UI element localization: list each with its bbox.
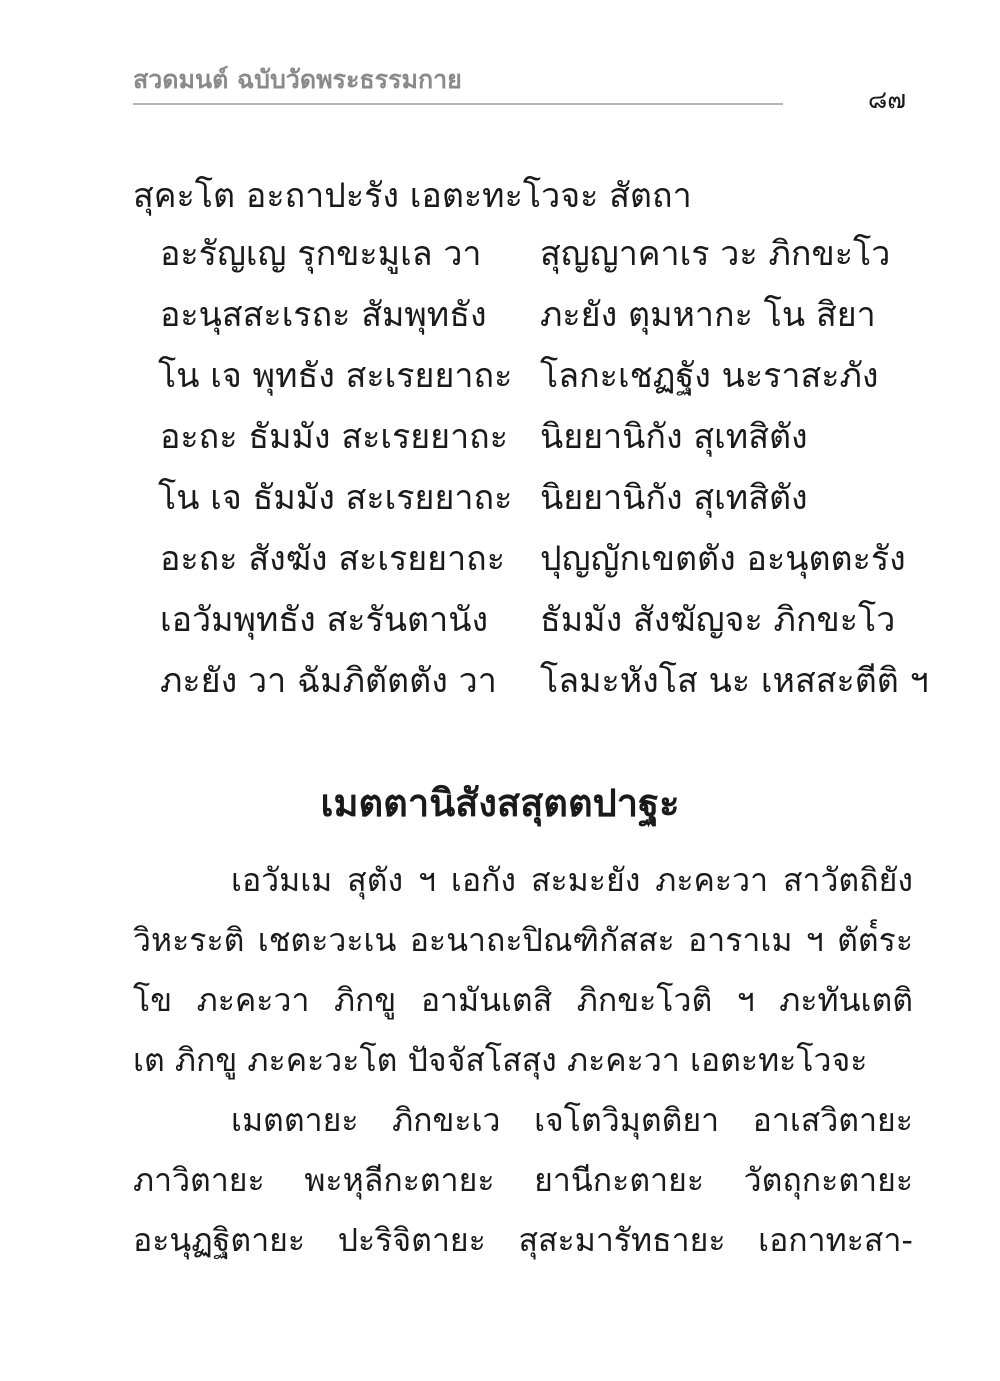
word: ภิกขะโวติ bbox=[576, 981, 713, 1019]
word: อะนุฏฐิตายะ bbox=[133, 1221, 306, 1259]
word: วัตถุกะตายะ bbox=[743, 1161, 913, 1199]
word: อะนาถะปิณฑิกัสสะ bbox=[409, 921, 675, 959]
word: ฯ bbox=[805, 921, 824, 959]
verse-right-half: นิยยานิกัง สุเทสิตัง bbox=[540, 417, 808, 457]
paragraph-line bbox=[133, 1215, 913, 1275]
word: เจโตวิมุตติยา bbox=[534, 1101, 720, 1139]
word: วิหะระติ bbox=[133, 921, 245, 959]
word: เอวัมเม bbox=[231, 861, 333, 899]
word: อามันเตสิ bbox=[420, 981, 553, 1019]
running-header-title: สวดมนต์ ฉบับวัดพระธรรมกาย bbox=[133, 65, 462, 94]
word: พะหุลีกะตายะ bbox=[304, 1161, 495, 1199]
paragraph-line bbox=[133, 855, 913, 915]
paragraph-line bbox=[133, 915, 913, 975]
verse-right-half: ปุญญักเขตตัง อะนุตตะรัง bbox=[540, 539, 906, 579]
verse-row bbox=[160, 287, 920, 348]
verse-row bbox=[160, 348, 920, 409]
verse-left-half: เอวัมพุทธัง สะรันตานัง bbox=[160, 600, 489, 640]
word: ฯ bbox=[736, 981, 755, 1019]
section-title: เมตตานิสังสสุตตปาฐะ bbox=[320, 781, 680, 825]
body-text bbox=[133, 855, 913, 1275]
word: เอกัง bbox=[450, 861, 517, 899]
verse-row bbox=[160, 226, 920, 287]
paragraph-line bbox=[133, 975, 913, 1035]
word: ภะคะวา bbox=[655, 861, 769, 899]
word: ภิกขู bbox=[333, 981, 397, 1019]
word: สุตัง bbox=[347, 861, 404, 899]
verse-block bbox=[158, 226, 929, 714]
word: สะมะยัง bbox=[530, 861, 641, 899]
word: ปะริจิตายะ bbox=[337, 1221, 486, 1259]
verse-left-half: อะถะ ธัมมัง สะเรยยาถะ bbox=[160, 417, 509, 457]
paragraph-line bbox=[133, 1095, 913, 1155]
word: ภะคะวา bbox=[196, 981, 310, 1019]
verse-row bbox=[160, 470, 920, 531]
word: โข bbox=[133, 981, 173, 1019]
verse-right-half: สุญญาคาเร วะ ภิกขะโว bbox=[540, 234, 891, 274]
verse-left-half: อะนุสสะเรถะ สัมพุทธัง bbox=[160, 295, 487, 335]
verse-left-half: โน เจ ธัมมัง สะเรยยาถะ bbox=[158, 478, 513, 518]
verse-right-half: โลกะเชฏฐัง นะราสะภัง bbox=[540, 356, 879, 396]
verse-row bbox=[160, 592, 920, 653]
word: ฯ bbox=[418, 861, 436, 899]
verse-right-half: ธัมมัง สังฆัญจะ ภิกขะโว bbox=[540, 600, 896, 640]
word: เต ภิกขู ภะคะวะโต ปัจจัสโสสุง ภะคะวา เอตะทะโวจะ bbox=[133, 1041, 868, 1079]
verse-left-half: โน เจ พุทธัง สะเรยยาถะ bbox=[158, 356, 513, 396]
word: อาราเม bbox=[688, 921, 793, 959]
word: ตัต๎ระ bbox=[837, 921, 913, 959]
verse-row bbox=[160, 653, 929, 714]
word: สุสะมารัทธายะ bbox=[518, 1221, 726, 1259]
verse-left-half: อะถะ สังฆัง สะเรยยาถะ bbox=[160, 539, 506, 579]
verse-row bbox=[160, 409, 920, 470]
header-divider bbox=[133, 103, 783, 105]
verse-left-half: อะรัญเญ รุกขะมูเล วา bbox=[160, 234, 482, 274]
word: ภะทันเตติ bbox=[779, 981, 913, 1019]
page-number: ๘๗ bbox=[868, 85, 907, 114]
word: ยานีกะตายะ bbox=[534, 1161, 705, 1199]
paragraph-line bbox=[133, 1155, 913, 1215]
word: เมตตายะ bbox=[231, 1101, 359, 1139]
verse-left-half: ภะยัง วา ฉัมภิตัตตัง วา bbox=[160, 661, 497, 701]
verse-right-half: นิยยานิกัง สุเทสิตัง bbox=[540, 478, 808, 518]
intro-verse-line: สุคะโต อะถาปะรัง เอตะทะโวจะ สัตถา bbox=[133, 176, 692, 216]
verse-row bbox=[160, 531, 920, 592]
verse-right-half: ภะยัง ตุมหากะ โน สิยา bbox=[540, 295, 876, 335]
word: สาวัตถิยัง bbox=[782, 861, 913, 899]
word: ภาวิตายะ bbox=[133, 1161, 265, 1199]
verse-right-half: โลมะหังโส นะ เหสสะตีติ ฯ bbox=[540, 661, 929, 701]
word: อาเสวิตายะ bbox=[752, 1101, 913, 1139]
word: ภิกขะเว bbox=[392, 1101, 501, 1139]
word: เชตะวะเน bbox=[257, 921, 397, 959]
word: เอกาทะสา- bbox=[758, 1221, 913, 1259]
paragraph-line bbox=[133, 1035, 913, 1095]
